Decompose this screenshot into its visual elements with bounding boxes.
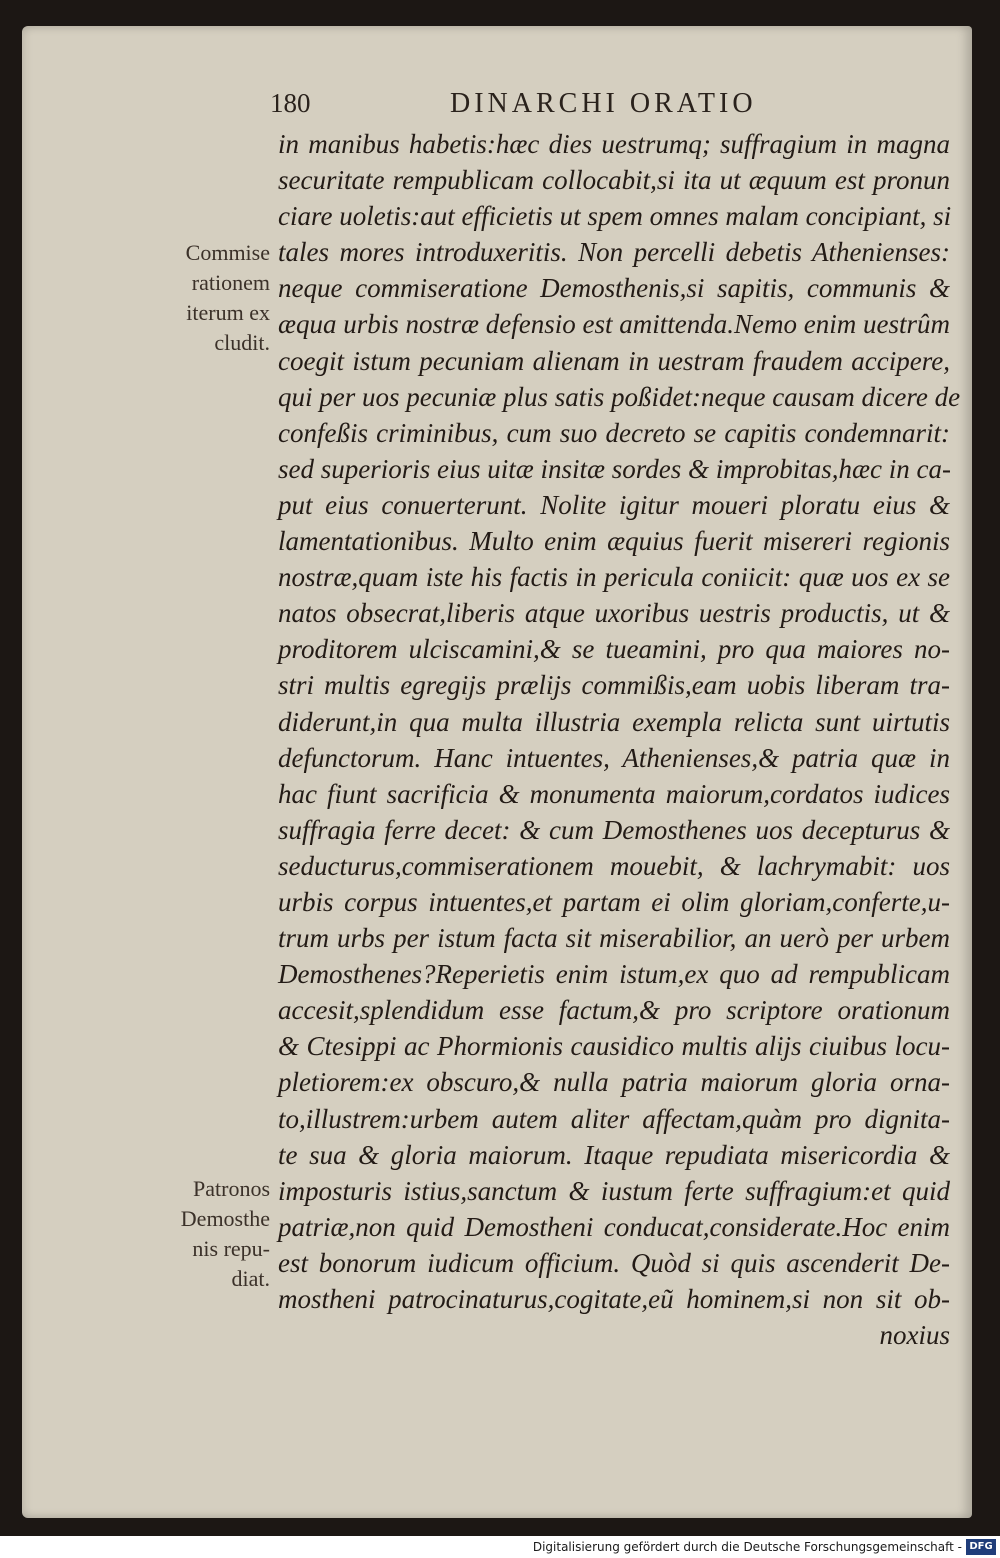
text-line: securitate rempublicam collocabit,si ita ut æquum est pronun [278,165,950,196]
text-line: urbis corpus intuentes,et partam ei olim gloriam,conferte,u- [278,886,950,917]
margin-note-line: diat. [231,1266,270,1291]
margin-note-line: cludit. [214,330,270,355]
text-line: stri multis egregijs prælijs commißis,eam uobis liberam tra- [278,670,950,701]
text-line: hac fiunt sacrificia & monumenta maiorum,cordatos iudices [278,778,950,809]
margin-note-line: Commise [185,240,270,265]
text-line: & Ctesippi ac Phormionis causidico multis alijs ciuibus locu- [278,1031,950,1062]
margin-note [186,238,270,358]
text-line: æqua urbis nostræ defensio est amittenda.Nemo enim uestrûm [278,309,950,340]
text-line: qui per uos pecuniæ plus satis poßidet:neque causam dicere de [278,381,961,412]
text-line: neque commiseratione Demosthenis,si sapitis, communis & [278,273,950,304]
text-line: sed superioris eius uitæ insitæ sordes & improbitas,hæc in ca- [278,453,952,484]
running-head [270,88,960,124]
text-line: est bonorum iudicum officium. Quòd si quis ascenderit De- [278,1247,950,1278]
text-line: suffragia ferre decet: & cum Demosthenes uos decepturus & [278,814,950,845]
footer-text: Digitalisierung gefördert durch die Deutsche Forschungsgemeinschaft - [532,1540,962,1554]
margin-note-line: Demosthe [180,1206,270,1231]
text-line: tales mores introduxeritis. Non percelli debetis Athenienses: [278,237,950,268]
text-line: ciare uoletis:aut efficietis ut spem omnes malam concipiant, si [278,201,952,232]
margin-note [181,1174,270,1294]
dfg-logo: DFG [966,1539,996,1555]
text-line: seducturus,commiserationem mouebit, & lachrymabit: uos [278,850,950,881]
text-line: proditorem ulciscamini,& se tueamini, pro qua maiores no- [278,634,950,665]
text-line: trum urbs per istum facta sit miserabilior, an uerò per urbem [278,923,950,954]
digitization-footer [0,1536,1000,1558]
margin-note-line: rationem [191,270,270,295]
running-title: DINARCHI ORATIO [450,88,757,119]
text-line: Demosthenes?Reperietis enim istum,ex quo ad rempublicam [278,959,950,990]
text-line: put eius conuerterunt. Nolite igitur moueri ploratu eius & [278,489,950,520]
text-line: patriæ,non quid Demostheni conducat,considerate.Hoc enim [278,1211,950,1242]
text-line: in manibus habetis:hæc dies uestrumq; suffragium in magna [278,129,950,159]
text-line: mostheni patrocinaturus,cogitate,eũ hominem,si non sit ob- [278,1284,950,1314]
text-line: lamentationibus. Multo enim æquius fuerit misereri regionis [278,526,950,557]
text-line: natos obsecrat,liberis atque uxoribus uestris productis, ut & [278,598,950,629]
margin-note-line: iterum ex [186,300,270,325]
body-text [278,126,961,1353]
margin-note-line: nis repu- [192,1236,270,1261]
catchword: noxius [879,1320,950,1351]
text-line: diderunt,in qua multa illustria exempla relicta sunt uirtutis [278,706,950,737]
text-line: defunctorum. Hanc intuentes, Athenienses,& patria quæ in [278,742,950,773]
text-line: imposturis istius,sanctum & iustum ferte suffragium:et quid [278,1175,950,1206]
text-line: accesit,splendidum esse factum,& pro scriptore orationum [278,995,950,1026]
text-line: confeßis criminibus, cum suo decreto se capitis condemnarit: [278,417,950,448]
text-line: pletiorem:ex obscuro,& nulla patria maiorum gloria orna- [278,1067,950,1098]
text-line: nostræ,quam iste his factis in pericula coniicit: quæ uos ex se [278,562,950,593]
page-number: 180 [270,88,311,118]
text-line: te sua & gloria maiorum. Itaque repudiata misericordia & [278,1139,950,1170]
text-line: coegit istum pecuniam alienam in uestram fraudem accipere, [278,345,950,376]
text-line: to,illustrem:urbem autem aliter affectam,quàm pro dignita- [278,1103,950,1134]
margin-note-line: Patronos [193,1176,270,1201]
margin-column [22,0,270,1558]
